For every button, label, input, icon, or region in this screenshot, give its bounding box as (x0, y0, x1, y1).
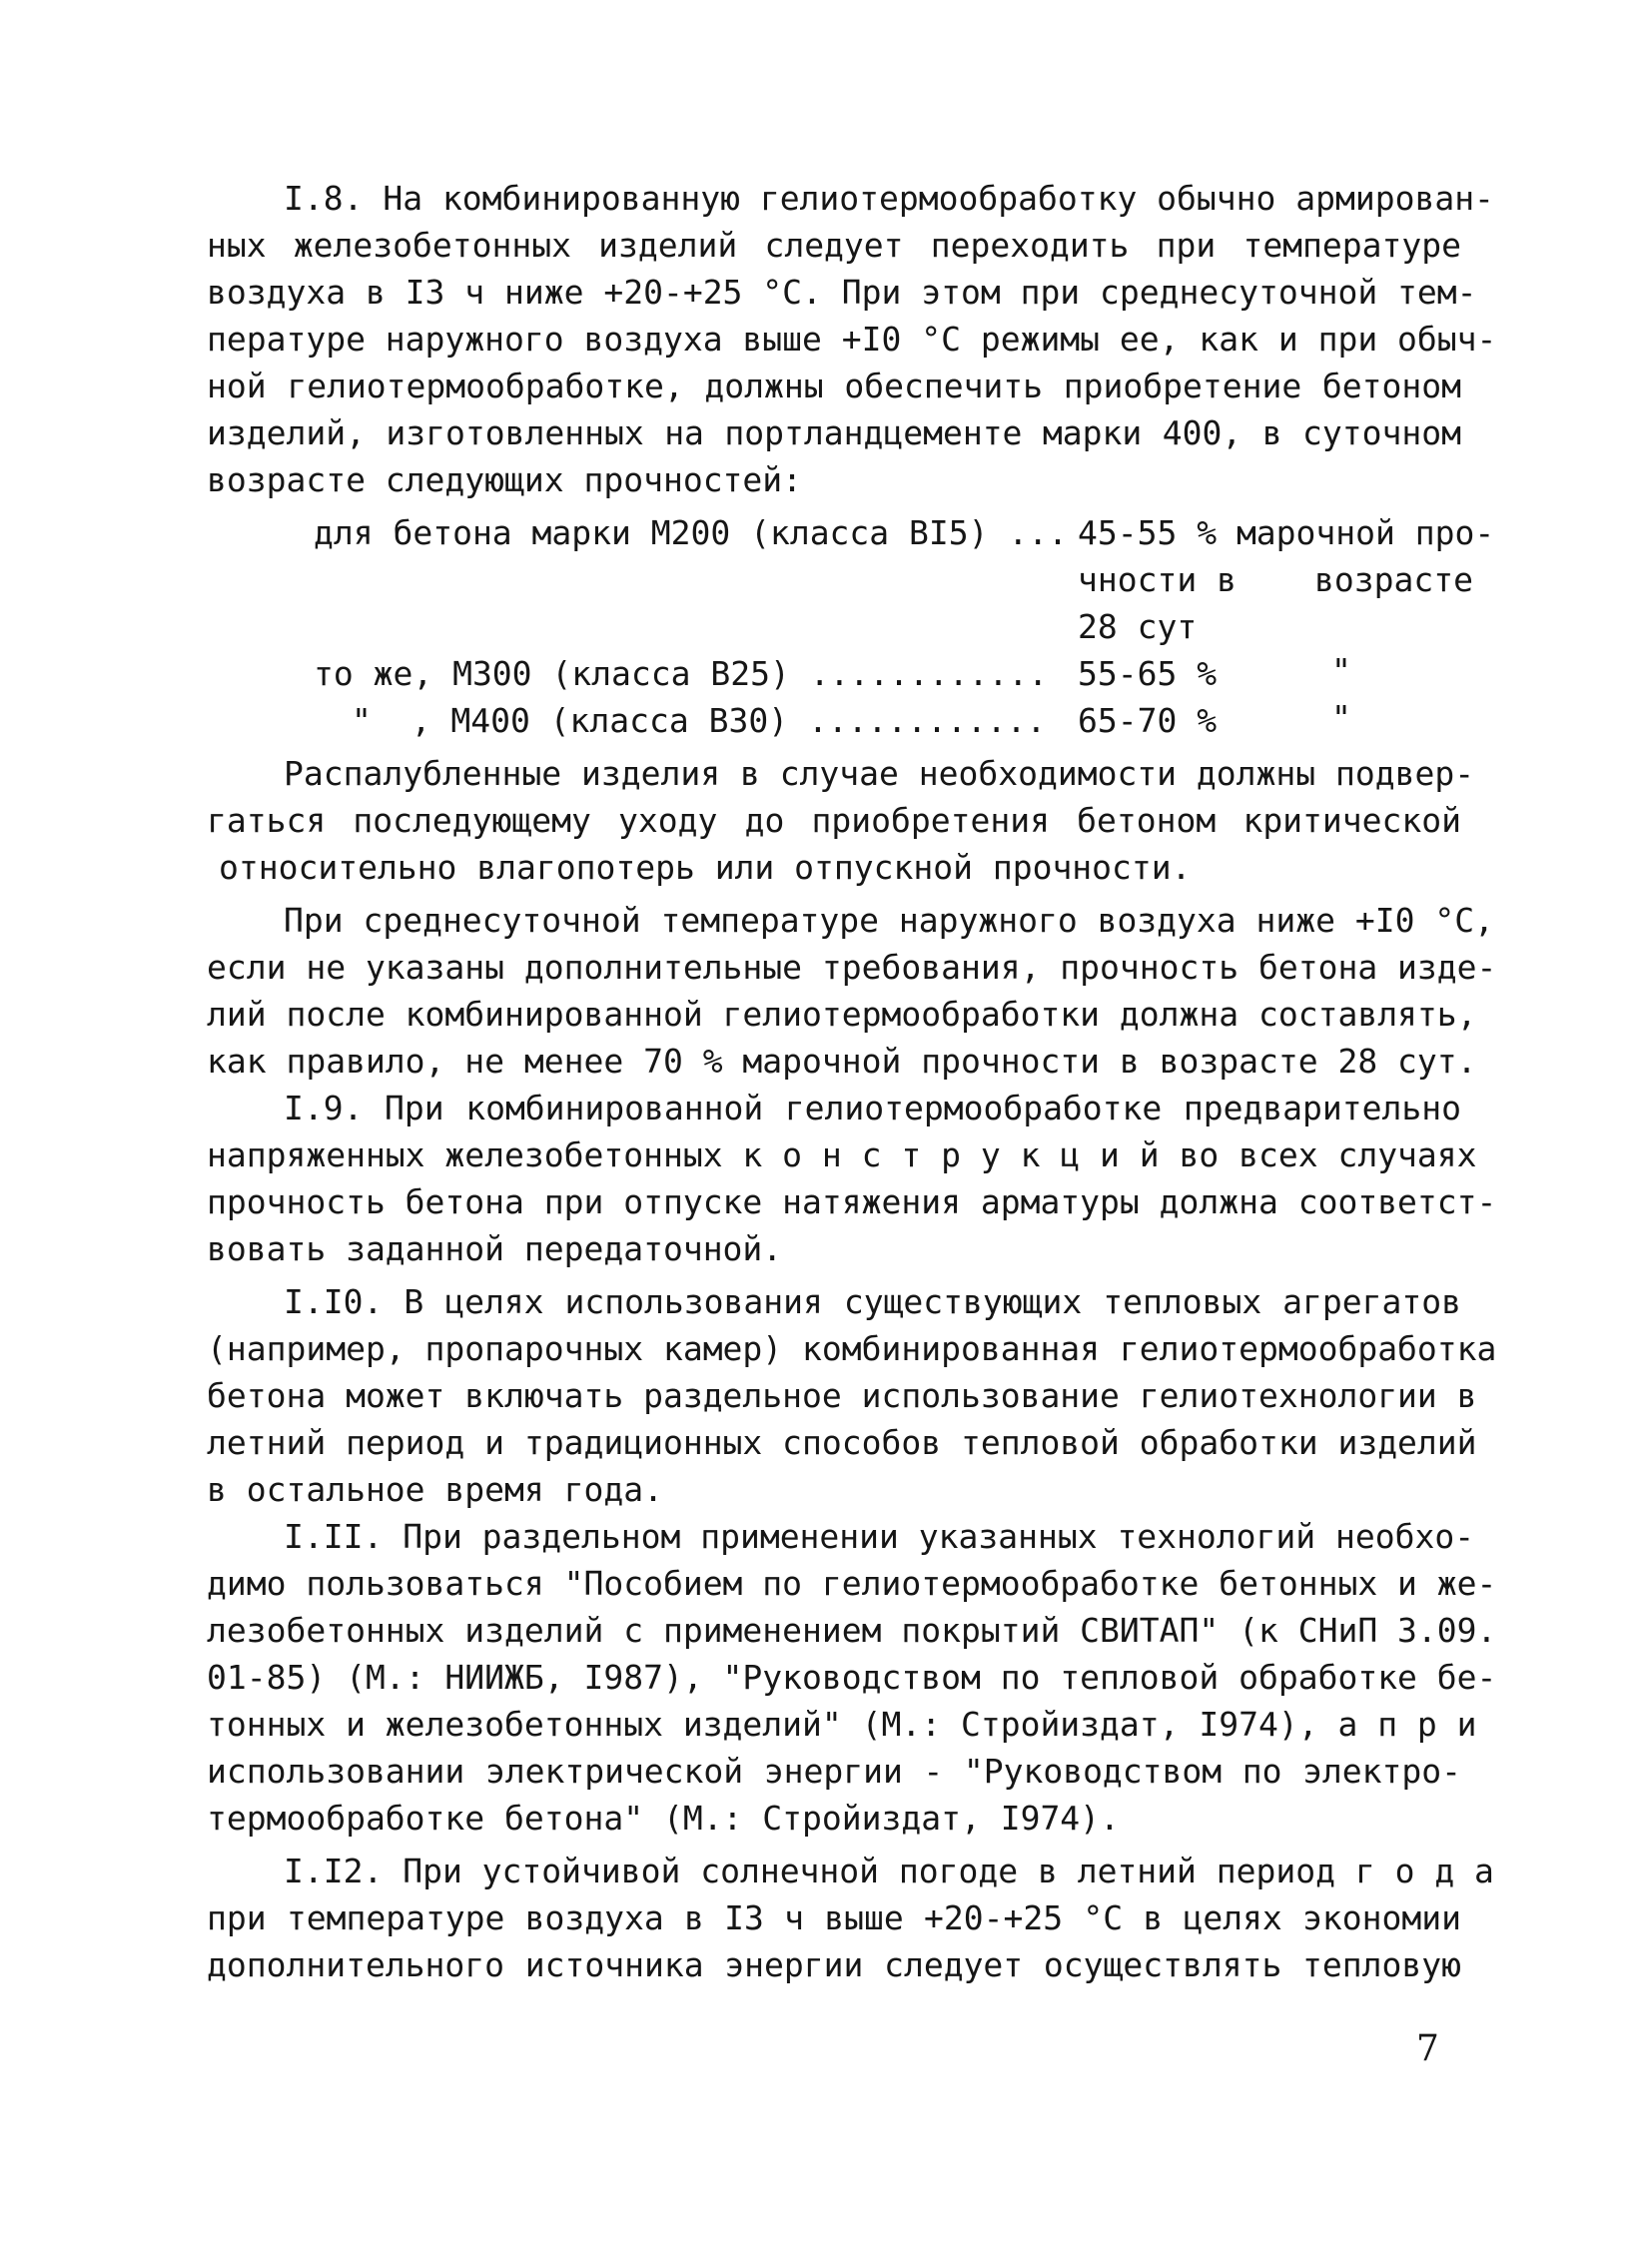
text-line: лезобетонных изделий с применением покрытий СВИТАП" (к СНиП 3.09. (207, 1611, 1497, 1650)
text-line: I.8. На комбинированную гелиотермообработку обычно армирован- (284, 179, 1494, 218)
text-line: если не указаны дополнительные требования, прочность бетона изде- (207, 948, 1497, 987)
text-line: напряженных железобетонных к о н с т р у к ц и й во всех случаях (207, 1135, 1477, 1174)
text-line: ной гелиотермообработке, должны обеспечить приобретение бетоном (207, 367, 1461, 405)
text-line: воздуха в I3 ч ниже +20-+25 °С. При этом при среднесуточной тем- (207, 273, 1477, 312)
page-number: 7 (1416, 2028, 1439, 2069)
strength-value: 55-65 % (1078, 654, 1218, 693)
strength-label: " , М400 (класса В30) ............ (352, 701, 1047, 740)
strength-value: 65-70 % (1078, 701, 1218, 740)
text-line: лий после комбинированной гелиотермообработки должна составлять, (207, 995, 1477, 1034)
text-line: вовать заданной передаточной. (207, 1229, 783, 1268)
text-line: I.II. При раздельном применении указанных технологий необхо- (284, 1517, 1475, 1556)
text-line: как правило, не менее 70 % марочной прочности в возрасте 28 сут. (207, 1042, 1477, 1081)
text-line: 01-85) (М.: НИИЖБ, I987), "Руководством по тепловой обработке бе- (207, 1658, 1497, 1697)
text-line: димо пользоваться "Пособием по гелиотермообработке бетонных и же- (207, 1564, 1497, 1603)
strength-value: 45-55 % марочной про- (1078, 513, 1495, 552)
text-line: относительно влагопотерь или отпускной прочности. (219, 848, 1192, 887)
text-line: изделий, изготовленных на портландцементе марки 400, в суточном (207, 413, 1461, 452)
text-line: возрасте следующих прочностей: (207, 460, 803, 499)
text-line: ных железобетонных изделий следует переходить при температуре (207, 226, 1461, 265)
text-line: в остальное время года. (207, 1470, 663, 1509)
text-line: использовании электрической энергии - "Руководством по электро- (207, 1752, 1461, 1791)
text-line: прочность бетона при отпуске натяжения арматуры должна соответст- (207, 1182, 1497, 1221)
strength-label: то же, М300 (класса В25) ............ (314, 654, 1049, 693)
ditto-mark: " (1331, 651, 1351, 690)
text-line: при температуре воздуха в I3 ч выше +20-+25 °С в целях экономии (207, 1898, 1461, 1937)
text-line: бетона может включать раздельное использование гелиотехнологии в (207, 1376, 1477, 1415)
strength-label: для бетона марки М200 (класса BI5) ... (314, 513, 1068, 552)
strength-note: 28 сут (1078, 607, 1198, 646)
text-line: дополнительного источника энергии следует осуществлять тепловую (207, 1945, 1461, 1984)
text-line: пературе наружного воздуха выше +I0 °С режимы ее, как и при обыч- (207, 320, 1497, 359)
text-line: Распалубленные изделия в случае необходимости должны подвер- (284, 754, 1475, 793)
text-line: термообработке бетона" (М.: Стройиздат, I974). (207, 1799, 1120, 1838)
strength-note: чности в (1078, 560, 1237, 599)
strength-note: возрасте (1314, 560, 1473, 599)
text-line: гаться последующему уходу до приобретения бетоном критической (207, 801, 1461, 840)
text-line: При среднесуточной температуре наружного воздуха ниже +I0 °С, (284, 901, 1494, 940)
text-line: I.I0. В целях использования существующих тепловых агрегатов (284, 1282, 1461, 1321)
text-line: I.9. При комбинированной гелиотермообработке предварительно (284, 1089, 1461, 1127)
ditto-mark: " (1331, 698, 1351, 737)
text-line: тонных и железобетонных изделий" (М.: Стройиздат, I974), а п р и (207, 1705, 1477, 1744)
text-line: (например, пропарочных камер) комбинированная гелиотермообработка (207, 1329, 1497, 1368)
text-line: летний период и традиционных способов тепловой обработки изделий (207, 1423, 1477, 1462)
text-line: I.I2. При устойчивой солнечной погоде в летний период г о д а (284, 1852, 1494, 1890)
